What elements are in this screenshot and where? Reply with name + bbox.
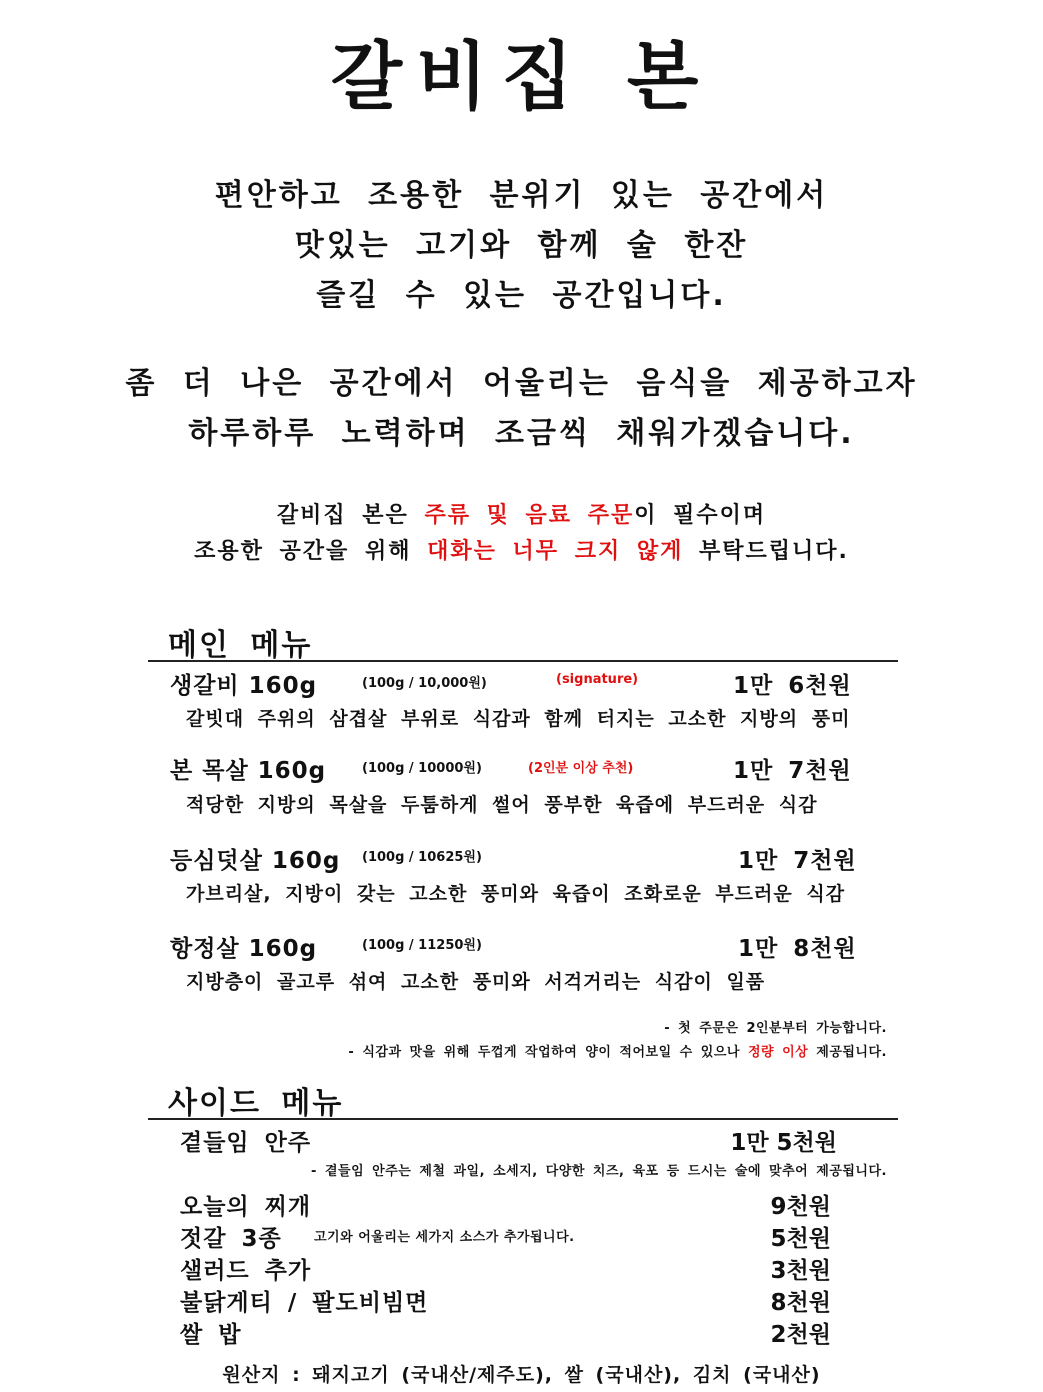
- intro-line-5: 하루하루 노력하며 조금씩 채워가겠습니다.: [188, 416, 855, 451]
- menu-item-detail: (100g / 11250원): [362, 938, 482, 953]
- menu-item-detail: (100g / 10,000원): [362, 676, 487, 691]
- notice-line-2: [0, 534, 1043, 565]
- menu-item-description: 지방층이 골고루 섞여 고소한 풍미와 서걱거리는 식감이 일품: [186, 971, 766, 993]
- side-item-price: 2천원: [770, 1322, 831, 1348]
- intro-line-2: 맛있는 고기와 함께 술 한잔: [294, 228, 749, 263]
- menu-item-tag: (signature): [556, 672, 639, 687]
- menu-item-price: 1만 6천원: [733, 673, 852, 699]
- origin-info: 원산지 : 돼지고기 (국내산/제주도), 쌀 (국내산), 김치 (국내산): [222, 1364, 821, 1386]
- side-item-name: 오늘의 찌개: [180, 1194, 312, 1220]
- notice-line-1: [0, 498, 1043, 529]
- menu-item-name: 본 목살 160g: [170, 758, 327, 784]
- notice-highlight: 대화는 너무 크지 않게: [427, 539, 684, 564]
- side-item-price: 8천원: [770, 1290, 831, 1316]
- notice-text: 부탁드립니다.: [683, 539, 849, 564]
- note-text: 제공됩니다.: [808, 1045, 887, 1060]
- note-text: - 식감과 맛을 위해 두껍게 작업하여 양이 적어보일 수 있으나: [348, 1045, 748, 1060]
- menu-item-price: 1만 7천원: [738, 848, 857, 874]
- side-item-name: 곁들임 안주: [180, 1130, 312, 1156]
- menu-item-name: 생갈비 160g: [170, 673, 318, 699]
- menu-item-price: 1만 8천원: [738, 936, 857, 962]
- menu-item-description: 가브리살, 지방이 갖는 고소한 풍미와 육즙이 조화로운 부드러운 식감: [186, 883, 846, 905]
- notice-text: 갈비집 본은: [276, 503, 425, 528]
- side-item-price: 1만 5천원: [730, 1130, 837, 1156]
- side-item-note: 고기와 어울리는 세가지 소스가 추가됩니다.: [314, 1230, 575, 1245]
- menu-item-detail: (100g / 10625원): [362, 850, 482, 865]
- intro-line-3: 즐길 수 있는 공간입니다.: [316, 278, 727, 313]
- menu-item-detail: (100g / 10000원): [362, 761, 482, 776]
- notice-text: 조용한 공간을 위해: [194, 539, 428, 564]
- notice-text: 이 필수이며: [634, 503, 767, 528]
- side-menu-note: - 곁들임 안주는 제철 과일, 소세지, 다양한 치즈, 육포 등 드시는 술에 맞추어 제공됩니다.: [311, 1164, 887, 1179]
- side-menu-title: 사이드 메뉴: [168, 1086, 344, 1121]
- menu-item-description: 갈빗대 주위의 삼겹살 부위로 식감과 함께 터지는 고소한 지방의 풍미: [186, 708, 851, 730]
- main-menu-note-1: - 첫 주문은 2인분부터 가능합니다.: [664, 1021, 887, 1036]
- side-item-name: 젓갈 3종: [180, 1226, 282, 1252]
- intro-line-4: 좀 더 나은 공간에서 어울리는 음식을 제공하고자: [125, 366, 918, 401]
- side-item-name: 불닭게티 / 팔도비빔면: [180, 1290, 429, 1316]
- menu-item-tag: (2인분 이상 추천): [528, 761, 634, 776]
- note-highlight: 정량 이상: [747, 1045, 809, 1060]
- side-item-name: 쌀 밥: [180, 1322, 242, 1348]
- main-menu-divider: [148, 660, 898, 662]
- menu-item-name: 등심덧살 160g: [170, 848, 341, 874]
- intro-line-1: 편안하고 조용한 분위기 있는 공간에서: [214, 178, 829, 213]
- side-item-price: 9천원: [770, 1194, 831, 1220]
- side-item-price: 5천원: [770, 1226, 831, 1252]
- menu-item-description: 적당한 지방의 목살을 두툼하게 썰어 풍부한 육즙에 부드러운 식감: [186, 794, 818, 816]
- main-menu-note-2: [348, 1041, 887, 1060]
- side-item-price: 3천원: [770, 1258, 831, 1284]
- menu-item-name: 항정살 160g: [170, 936, 318, 962]
- menu-item-price: 1만 7천원: [733, 758, 852, 784]
- side-item-name: 샐러드 추가: [180, 1258, 312, 1284]
- page-title: 갈비집 본: [330, 34, 713, 120]
- notice-highlight: 주류 및 음료 주문: [424, 503, 635, 528]
- side-menu-divider: [148, 1118, 898, 1120]
- main-menu-title: 메인 메뉴: [168, 628, 313, 663]
